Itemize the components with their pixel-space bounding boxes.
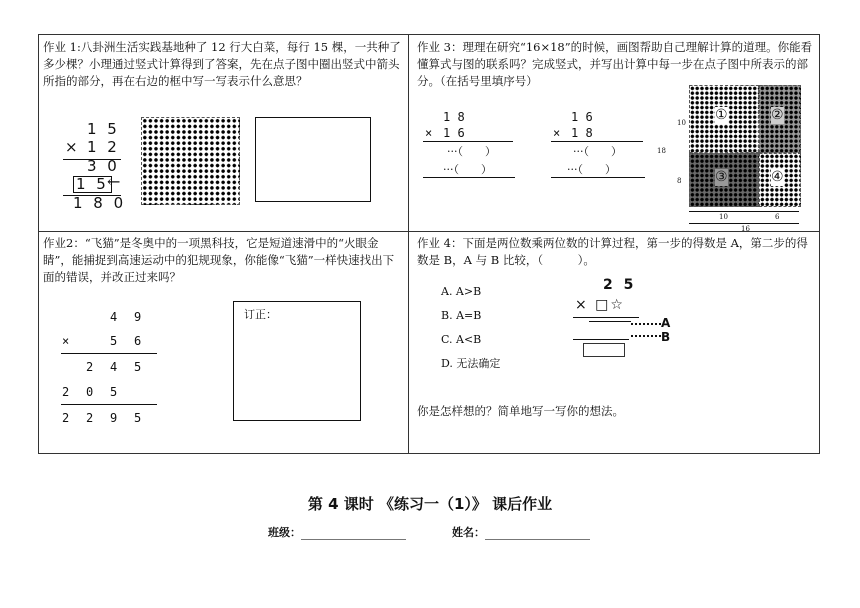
hw4-label-a: A	[661, 316, 671, 330]
name-blank[interactable]	[485, 528, 590, 540]
hw4-dotted-a	[631, 323, 661, 325]
hw2-calc: 4 9 × 5 6 2 4 5 2 0 5 2 2 9 5	[61, 305, 157, 431]
hw2-text: 作业2：“飞猫”是冬奥中的一项黑科技，它是短道速滑中的“火眼金睛”，能捕捉到高速运动中的犯规现象，你能像“飞猫”一样快速找出下面的错误，并改正过来吗？	[43, 236, 395, 284]
hw3-calc-a-blank-2[interactable]: ···（ ）	[443, 163, 492, 176]
hw3-calc-a-line-2	[423, 177, 515, 178]
hw1-cell	[43, 39, 405, 229]
hw4-line-1	[573, 317, 639, 318]
hw3-calc-a-top: 1 8	[443, 110, 465, 124]
hw4-option-d[interactable]: D. 无法确定	[441, 357, 501, 370]
hw3-calc-a-bottom: 1 6	[443, 126, 465, 140]
hw4-calc-top: 2 5	[603, 277, 637, 293]
hw4-result-box	[583, 343, 625, 357]
hw4-cell	[413, 235, 819, 451]
table-divider-vertical	[408, 35, 409, 453]
hw3-text: 作业 3：理理在研究“16×18”的时候，画图帮助自己理解计算的道理。你能看懂算式与图的联系吗？完成竖式，并写出计算中每一步在点子图中所表示的部分。（在括号里填序号）	[417, 40, 813, 88]
hw4-dotted-b	[631, 335, 661, 337]
hw2-cell	[43, 235, 405, 451]
name-label: 姓名：	[452, 526, 485, 539]
hw1-bottom-number: 1 2	[87, 138, 120, 156]
hw1-result: 1 8 0	[73, 194, 127, 212]
hw3-diagram-label-left-top: 10	[677, 119, 686, 127]
hw4-label-b: B	[661, 330, 671, 344]
hw4-result-a-bar	[589, 321, 631, 330]
hw4-calc-second: × □☆	[575, 297, 625, 313]
hw1-partial-1: 3 0	[87, 157, 120, 175]
hw4-text: 作业 4：下面是两位数乘两位数的计算过程，第一步的得数是 A，第二步的得数是 B，A 与 B 比较，（ ）。	[417, 236, 808, 267]
hw3-calc-b-times: ×	[553, 126, 561, 140]
class-field[interactable]	[268, 524, 406, 540]
hw4-option-b[interactable]: B. A=B	[441, 309, 482, 322]
hw3-diagram-label-6: 6	[775, 213, 780, 221]
hw3-diagram-bottom-line	[689, 211, 799, 212]
hw3-diagram-label-10: 10	[719, 213, 728, 221]
hw3-region-2-label: ②	[771, 107, 784, 123]
hw3-calc-b-bottom: 1 8	[571, 126, 593, 140]
hw4-question: 你是怎样想的？简单地写一写你的想法。	[417, 404, 624, 418]
hw2-correction-box[interactable]	[233, 301, 361, 421]
table-divider-horizontal	[39, 231, 819, 232]
hw1-answer-box[interactable]	[255, 117, 371, 202]
hw3-calc-b-top: 1 6	[571, 110, 593, 124]
hw1-top-number: 1 5	[87, 120, 120, 138]
hw3-calc-b-blank-1[interactable]: ···（ ）	[573, 145, 622, 158]
hw2-correction-label: 订正：	[244, 308, 277, 321]
hw3-diagram-label-16: 16	[741, 225, 750, 233]
hw3-diagram-label-left-bottom: 8	[677, 177, 682, 185]
hw1-arrow-icon: ←	[107, 172, 121, 191]
hw3-calc-b-line-2	[551, 177, 645, 178]
hw3-region-3-label: ③	[715, 169, 728, 185]
class-label: 班级：	[268, 526, 301, 539]
hw4-option-a[interactable]: A. A>B	[441, 285, 482, 298]
hw3-calc-b-line	[551, 141, 643, 142]
hw4-option-c[interactable]: C. A<B	[441, 333, 482, 346]
hw3-cell	[413, 39, 819, 233]
hw4-line-2	[573, 339, 629, 340]
hw3-calc-a-times: ×	[425, 126, 433, 140]
name-field[interactable]	[452, 524, 590, 540]
class-blank[interactable]	[301, 528, 406, 540]
hw3-calc-a-blank-1[interactable]: ···（ ）	[447, 145, 496, 158]
hw1-dot-grid	[141, 117, 240, 205]
hw3-region-1-label: ①	[715, 107, 728, 123]
hw3-region-4-label: ④	[771, 169, 784, 185]
hw1-text: 作业 1:八卦洲生活实践基地种了 12 行大白菜，每行 15 棵，一共种了多少棵？小理通过竖式计算得到了答案，先在点子图中圈出竖式中箭头所指的部分，再在右边的框中写一写表示什么意思？	[43, 40, 401, 88]
page-title: 第 4 课时 《练习一（1）》 课后作业	[307, 495, 553, 513]
hw3-diagram-label-18: 18	[657, 147, 666, 155]
hw1-times-sign: ×	[65, 138, 81, 156]
hw3-calc-b-blank-2[interactable]: ···（ ）	[567, 163, 616, 176]
hw3-calc-a-line	[423, 141, 513, 142]
homework-table	[38, 34, 820, 454]
hw1-partial-2: 1 5	[73, 176, 112, 193]
